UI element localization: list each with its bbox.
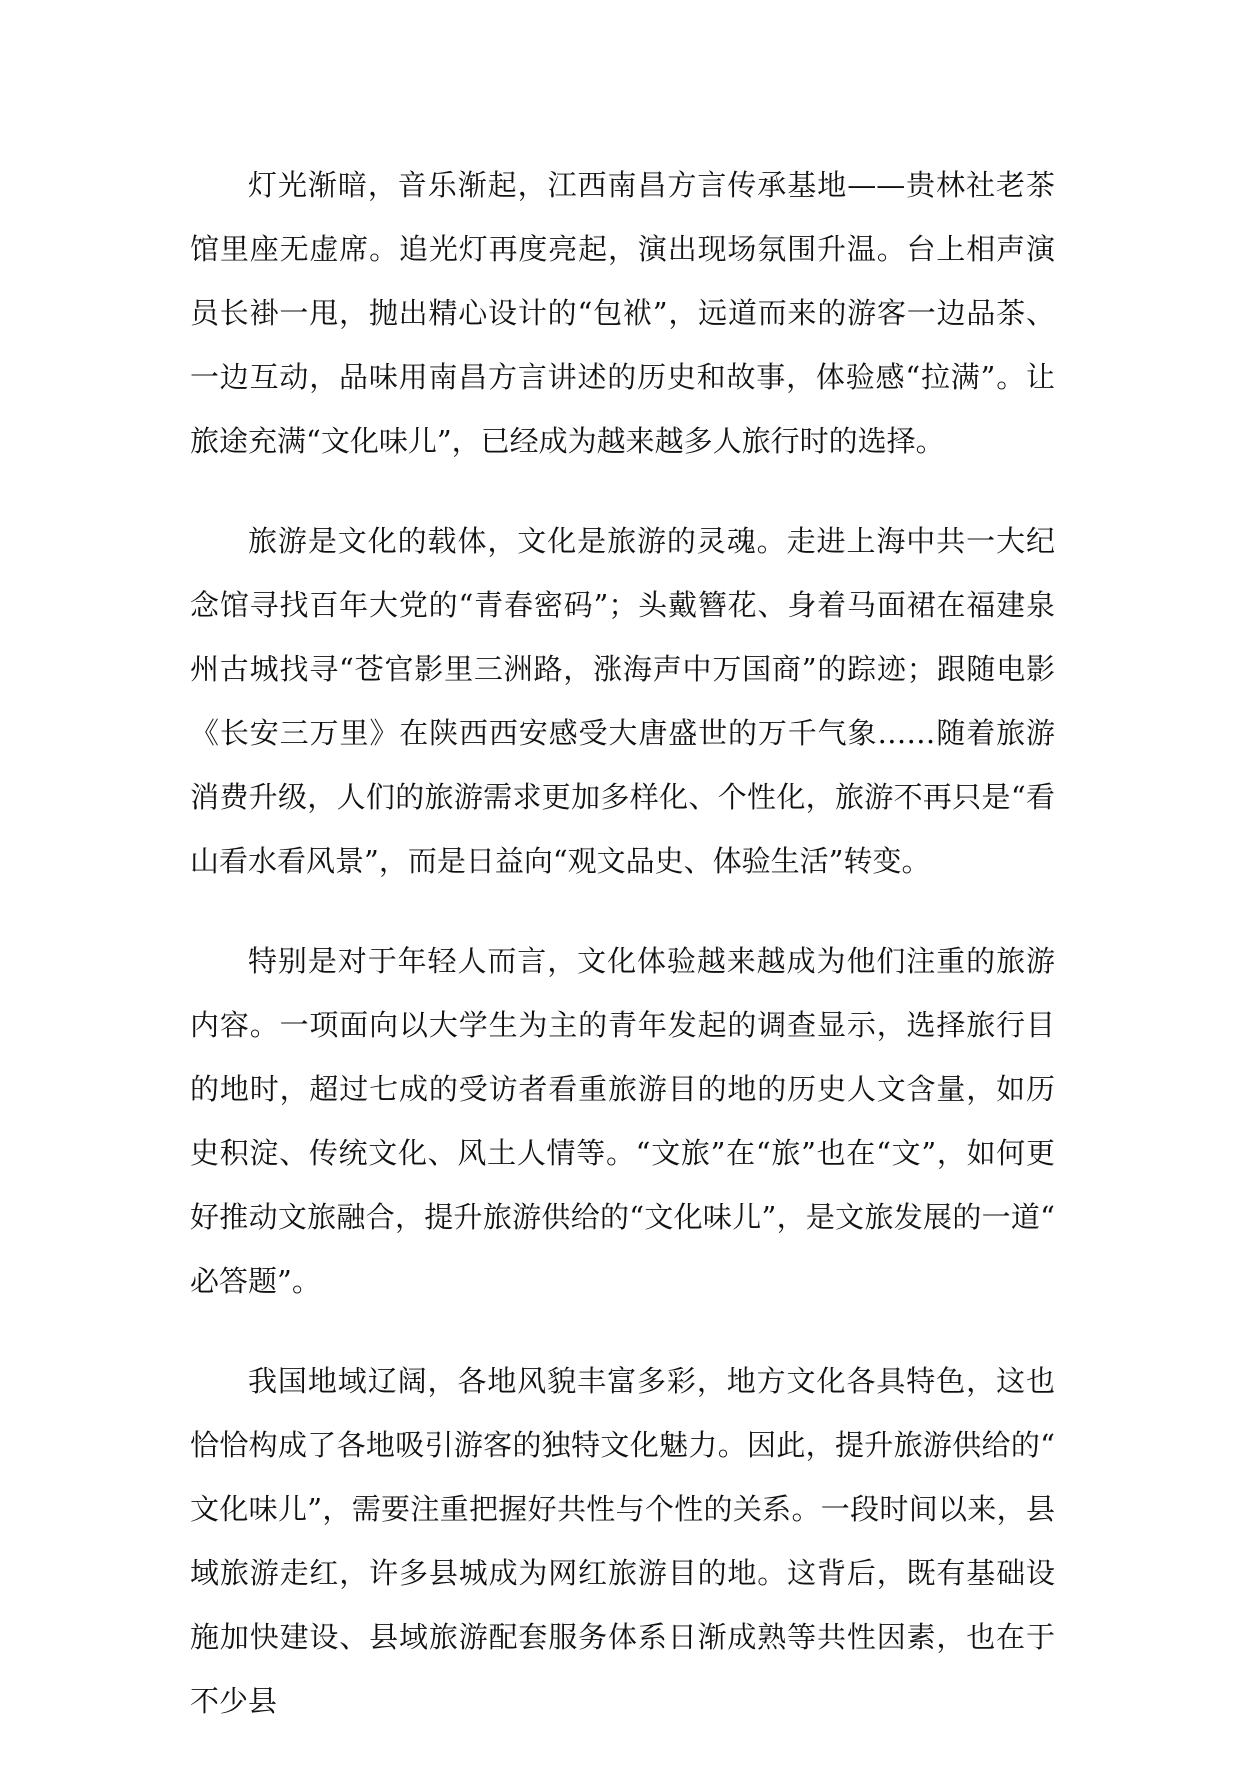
paragraph-4: 我国地域辽阔，各地风貌丰富多彩，地方文化各具特色，这也恰恰构成了各地吸引游客的独特文化魅力。因此，提升旅游供给的“文化味儿”，需要注重把握好共性与个性的关系。一段时间以来，县域旅游走红，许多县城成为网红旅游目的地。这背后，既有基础设施加快建设、县域旅游配套服务体系日渐成熟等共性因素，也在于不少县 xyxy=(190,1364,1055,1718)
article-body xyxy=(190,153,1055,1769)
paragraph-1: 灯光渐暗，音乐渐起，江西南昌方言传承基地——贵林社老茶馆里座无虚席。追光灯再度亮起，演出现场氛围升温。台上相声演员长褂一甩，抛出精心设计的“包袱”，远道而来的游客一边品茶、一边互动，品味用南昌方言讲述的历史和故事，体验感“拉满”。让旅途充满“文化味儿”，已经成为越来越多人旅行时的选择。 xyxy=(190,168,1055,458)
paragraph-2: 旅游是文化的载体，文化是旅游的灵魂。走进上海中共一大纪念馆寻找百年大党的“青春密码”；头戴簪花、身着马面裙在福建泉州古城找寻“苍官影里三洲路，涨海声中万国商”的踪迹；跟随电影《长安三万里》在陕西西安感受大唐盛世的万千气象……随着旅游消费升级，人们的旅游需求更加多样化、个性化，旅游不再只是“看山看水看风景”，而是日益向“观文品史、体验生活”转变。 xyxy=(190,524,1055,878)
paragraph-3: 特别是对于年轻人而言，文化体验越来越成为他们注重的旅游内容。一项面向以大学生为主的青年发起的调查显示，选择旅行目的地时，超过七成的受访者看重旅游目的地的历史人文含量，如历史积淀、传统文化、风土人情等。“文旅”在“旅”也在“文”，如何更好推动文旅融合，提升旅游供给的“文化味儿”，是文旅发展的一道“必答题”。 xyxy=(190,944,1055,1298)
